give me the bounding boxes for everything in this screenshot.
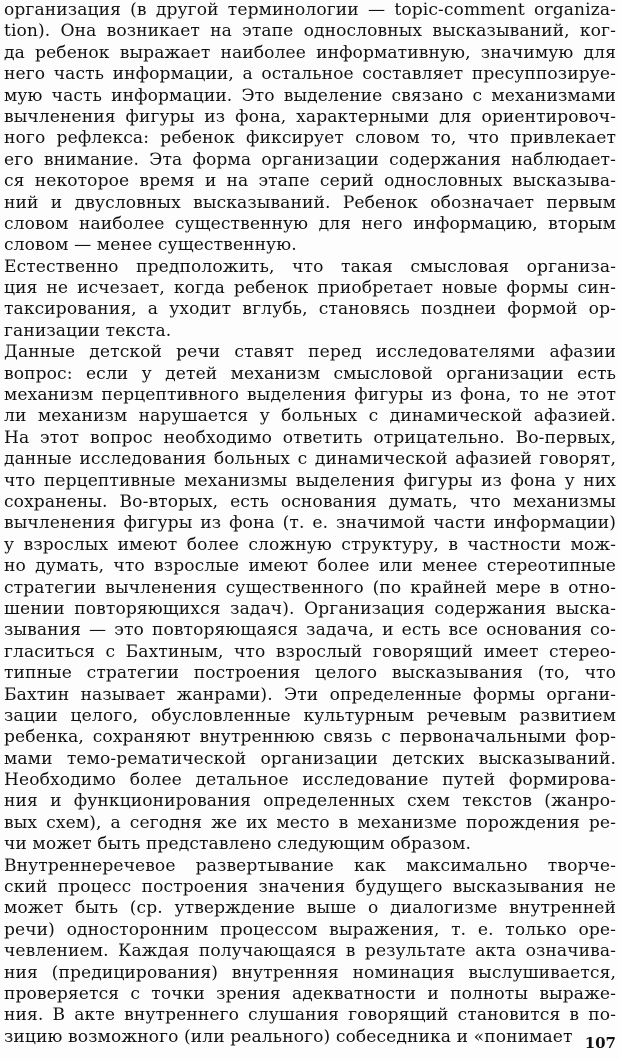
text-line: стратегии вычленения существенного (по крайней мере в отно- bbox=[4, 577, 616, 598]
text-line: вопрос: если у детей механизм смысловой организации есть bbox=[4, 363, 616, 384]
text-line: может быть (ср. утверждение выше о диалогизме внутренней bbox=[4, 898, 616, 919]
text-line: ция не исчезает, когда ребенок приобретает новые формы син- bbox=[4, 278, 616, 299]
text-line: ся некоторое время и на этапе серий однословных высказыва- bbox=[4, 171, 616, 192]
text-line: tion). Она возникает на этапе однословных высказываний, ког- bbox=[4, 21, 616, 42]
text-line: мую часть информации. Это выделение связано с механизмами bbox=[4, 85, 616, 106]
text-line: у взрослых имеют более сложную структуру, в частности мож- bbox=[4, 534, 616, 555]
text-line: да ребенок выражает наиболее информативную, значимую для bbox=[4, 42, 616, 63]
text-line: словом наиболее существенную для него информацию, вторым bbox=[4, 213, 616, 234]
text-line: вычленения фигуры из фона (т. е. значимой части информации) bbox=[4, 513, 616, 534]
text-line: мами темо-рематической организации детских высказываний. bbox=[4, 748, 616, 769]
text-line: его внимание. Эта форма организации содержания наблюдает- bbox=[4, 149, 616, 170]
text-line: Данные детской речи ставят перед исследователями афазии bbox=[4, 342, 616, 363]
text-line: Бахтин называет жанрами). Эти определенные формы органи- bbox=[4, 684, 616, 705]
text-line: ния и функционирования определенных схем текстов (жанро- bbox=[4, 791, 616, 812]
text-line: гласиться с Бахтиным, что взрослый говорящий имеет стерео- bbox=[4, 641, 616, 662]
text-line: механизм перцептивного выделения фигуры из фона, то не этот bbox=[4, 385, 616, 406]
text-line: но думать, что взрослые имеют более или менее стереотипные bbox=[4, 556, 616, 577]
text-line: Естественно предположить, что такая смысловая организа- bbox=[4, 256, 616, 277]
text-line: что перцептивные механизмы выделения фигуры из фона у них bbox=[4, 470, 616, 491]
text-line: ский процесс построения значения будущего высказывания не bbox=[4, 877, 616, 898]
text-line: таксирования, а уходит вглубь, становясь позднеи формой ор- bbox=[4, 299, 616, 320]
text-line: ли механизм нарушается у больных с динамической афазией. bbox=[4, 406, 616, 427]
text-line: Внутреннеречевое развертывание как максимально творче- bbox=[4, 855, 616, 876]
text-line: ного рефлекса: ребенок фиксирует словом то, что привлекает bbox=[4, 128, 616, 149]
text-line: вычленения фигуры из фона, характерными для ориентировоч- bbox=[4, 106, 616, 127]
text-line: ния (предицирования) внутренняя номинация выслушивается, bbox=[4, 962, 616, 983]
text-line: проверяется с точки зрения адекватности и полноты выраже- bbox=[4, 983, 616, 1004]
text-line: данные исследования больных с динамической афазией говорят, bbox=[4, 449, 616, 470]
text-line: На этот вопрос необходимо ответить отрицательно. Во-первых, bbox=[4, 427, 616, 448]
text-line: Необходимо более детальное исследование путей формирова- bbox=[4, 770, 616, 791]
text-line: словом — менее существенную. bbox=[4, 235, 297, 256]
body-text bbox=[4, 0, 616, 1048]
text-line: ния. В акте внутреннего слушания говорящий становится в по- bbox=[4, 1005, 616, 1026]
text-line: шении повторяющихся задач). Организация содержания выска- bbox=[4, 598, 616, 619]
text-line: чи может быть представлено следующим образом. bbox=[4, 834, 472, 855]
text-line: ганизации текста. bbox=[4, 320, 172, 341]
text-line: сохранены. Во-вторых, есть основания думать, что механизмы bbox=[4, 491, 616, 512]
text-line: речи) односторонним процессом выражения, т. е. только оре- bbox=[4, 919, 616, 940]
text-line: него часть информации, а остальное составляет пресуппозируе- bbox=[4, 64, 616, 85]
text-line: зывания — это повторяющаяся задача, и есть все основания со- bbox=[4, 620, 616, 641]
page-number: 107 bbox=[584, 1034, 616, 1052]
text-line: типные стратегии построения целого высказывания (то, что bbox=[4, 663, 616, 684]
text-line: ний и двусловных высказываний. Ребенок обозначает первым bbox=[4, 192, 616, 213]
text-line: чевлением. Каждая получающаяся в результате акта означива- bbox=[4, 941, 616, 962]
text-line: ребенка, сохраняют внутреннюю связь с первоначальными фор- bbox=[4, 727, 616, 748]
text-line: зации целого, обусловленные культурным речевым развитием bbox=[4, 705, 616, 726]
text-line: организация (в другой терминологии — topic-comment organiza- bbox=[4, 0, 616, 20]
text-line: зицию возможного (или реального) собеседника и «понимает bbox=[4, 1026, 573, 1047]
text-line: вых схем), а сегодня же их место в механизме порождения ре- bbox=[4, 812, 616, 833]
